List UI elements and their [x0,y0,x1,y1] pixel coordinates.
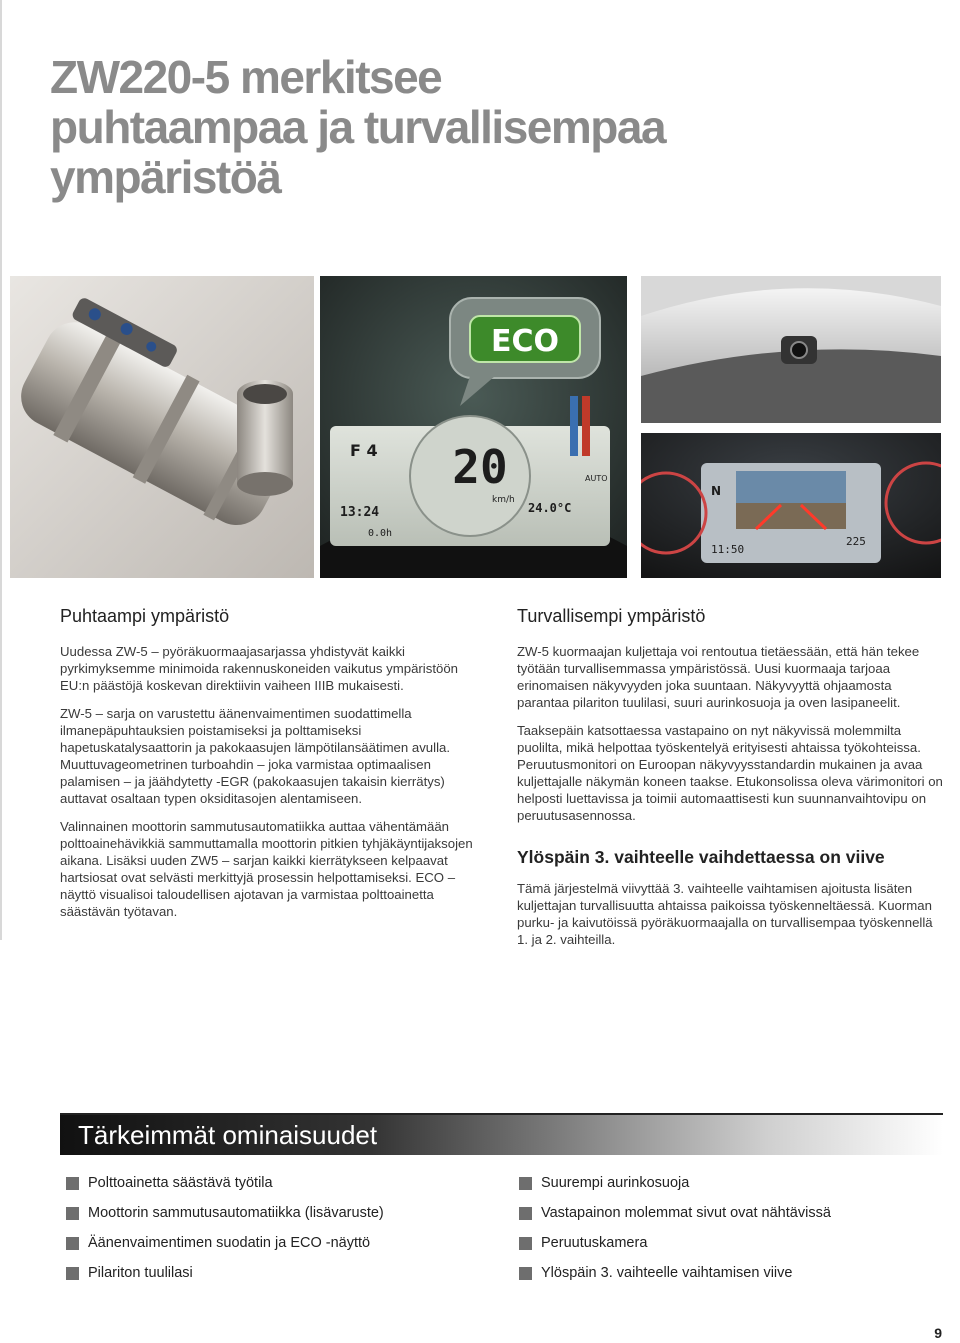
features-header-bar [60,1113,943,1155]
bullet-square-icon [519,1207,532,1220]
page-edge-line [0,0,2,940]
photo-exhaust-filter [10,276,314,578]
feature-label: Ylöspäin 3. vaihteelle vaihtamisen viive [541,1265,793,1281]
eco-temperature: 24.0°C [528,501,572,515]
bullet-square-icon [66,1207,79,1220]
monitor-gear: N [711,484,722,498]
right-heading: Turvallisempi ympäristö [517,606,706,626]
right-paragraph-2: Taaksepäin katsottaessa vastapaino on nyt näkyvissä molemmilta puolilta, mikä helpottaa työskentelyä erityisesti ahtaissa työkohteissa. Peruutusmonitori on Euroopan näkyvyysstandardin mukainen ja avaa kuljettajalle näkymän koneen taakse. Etukonsolissa oleva värimonitori on helposti luettavissa ja toimii automaattisesti kun suunnanvaihtovipu on peruutusasennossa. [517,723,943,823]
feature-label: Pilariton tuulilasi [88,1265,193,1281]
eco-badge-label: ECO [490,324,560,359]
section-cleaner-environment [60,605,490,931]
eco-gear: F 4 [350,441,378,460]
feature-item [519,1168,831,1198]
feature-item [519,1198,831,1228]
feature-item [519,1228,831,1258]
eco-hours: 0.0h [368,528,393,539]
eco-speed-unit: km/h [492,495,515,505]
left-heading: Puhtaampi ympäristö [60,606,230,626]
feature-label: Vastapainon molemmat sivut ovat nähtävissä [541,1205,831,1221]
title-line-2: puhtaampaa ja turvallisempaa [50,101,666,153]
page-number: 9 [934,1325,942,1341]
eco-time: 13:24 [340,505,380,520]
section-safer-environment [517,605,947,959]
left-paragraph-3: Valinnainen moottorin sammutusautomatiikka auttaa vähentämään polttoainehävikkiä sammuttamalla moottorin pitkien tyhjäkäyntijaksojen aikana. Lisäksi uuden ZW5 – sarjan kaikki kierrätykseen kelpaavat hartsiosat ovat selvästi merkittyjä prosessin helpottamiseksi. ECO – näyttö visualisoi taloudellisen ajotavan ja varmistaa polttoainetta säästävän työtavan. [60,819,473,919]
bullet-square-icon [519,1237,532,1250]
feature-label: Suurempi aurinkosuoja [541,1175,690,1191]
right-subheading: Ylöspäin 3. vaihteelle vaihdettaessa on viive [517,847,885,867]
photo-rearview-monitor [641,433,941,578]
feature-item [66,1258,384,1288]
features-list-left [66,1168,384,1288]
features-list-right [519,1168,831,1288]
photo-cab-roof [641,276,941,423]
left-paragraph-2: ZW-5 – sarja on varustettu äänenvaimentimen suodattimella ilmanepäpuhtauksien poistamiseksi ja polttamiseksi hapetuskatalysaattorin ja pakokaasujen lämpötilansäätimen avulla. Muuttuvageometrinen turboahdin – joka varmistaa optimaalisen palamisen – ja jäähdytetty -EGR (pakokaasujen takaisin kierrätys) auttavat osaltaan typen oksiditasojen alentamiseen. [60,706,451,806]
right-paragraph-1: ZW-5 kuormaajan kuljettaja voi rentoutua tietäessään, että hän tekee työtään turvallisemmassa ympäristössä. Uusi kuormaaja tarjoaa erinomaisen näkyvyyden joka suuntaan. Näkyvyyttä ohjaamosta parantaa pilariton tuulilasi, suuri aurinkosuoja ja oven lasipaneelit. [517,644,920,710]
monitor-time: 11:50 [711,543,745,556]
eco-speed: 20 [452,440,508,494]
bullet-square-icon [519,1177,532,1190]
right-sub-paragraph-1: Tämä järjestelmä viivyttää 3. vaihteelle vaihtamisen ajoitusta lisäten kuljettajan turvallisuutta ahtaissa paikoissa työskenneltäessä. Kuorman purku- ja kaivutöissä pyöräkuormaajalla on turvallisempaa työskennellä 1. ja 2. vaihteilla. [517,881,933,947]
feature-label: Moottorin sammutusautomatiikka (lisävaruste) [88,1205,384,1221]
feature-item [66,1198,384,1228]
bullet-square-icon [66,1267,79,1280]
left-paragraph-1: Uudessa ZW-5 – pyöräkuormaajasarjassa yhdistyvät kaikki pyrkimyksemme minimoida rakennuskoneiden vaikutus ympäristöön EU:n päästöjä koskevan direktiivin vaiheen IIIB mukaisesti. [60,644,458,693]
feature-item [519,1258,831,1288]
feature-label: Polttoainetta säästävä työtila [88,1175,273,1191]
eco-auto: AUTO [585,474,608,483]
features-title: Tärkeimmät ominaisuudet [78,1120,378,1150]
monitor-value: 225 [846,535,866,548]
feature-item [66,1228,384,1258]
bullet-square-icon [66,1237,79,1250]
title-line-3: ympäristöä [50,151,281,203]
photo-eco-display [320,276,627,578]
feature-label: Peruutuskamera [541,1235,648,1251]
feature-item [66,1168,384,1198]
bullet-square-icon [66,1177,79,1190]
bullet-square-icon [519,1267,532,1280]
title-line-1: ZW220-5 merkitsee [50,51,442,103]
feature-label: Äänenvaimentimen suodatin ja ECO -näyttö [88,1235,371,1251]
page-title [50,52,910,202]
